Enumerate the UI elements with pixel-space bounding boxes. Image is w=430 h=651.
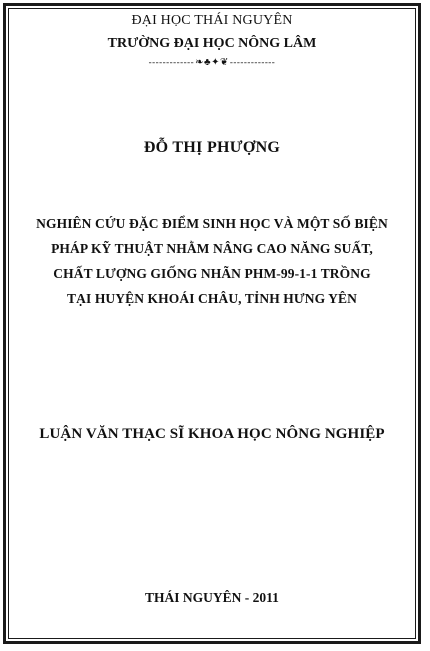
university-name: ĐẠI HỌC THÁI NGUYÊN	[131, 13, 293, 28]
school-name: TRƯỜNG ĐẠI HỌC NÔNG LÂM	[107, 36, 317, 51]
ornament-icon: ❧♣✦❦	[195, 57, 229, 68]
thesis-type: LUẬN VĂN THẠC SĨ KHOA HỌC NÔNG NGHIỆP	[39, 426, 385, 442]
thesis-title-line-2: PHÁP KỸ THUẬT NHẰM NÂNG CAO NĂNG SUẤT,	[51, 241, 373, 256]
place-and-year: THÁI NGUYÊN - 2011	[145, 590, 279, 605]
thesis-title-line-4: TẠI HUYỆN KHOÁI CHÂU, TỈNH HƯNG YÊN	[67, 291, 357, 306]
divider-left-dashes: -------------	[148, 57, 195, 67]
thesis-title-line-1: NGHIÊN CỨU ĐẶC ĐIỂM SINH HỌC VÀ MỘT SỐ BIỆN	[36, 216, 388, 231]
thesis-title-line-3: CHẤT LƯỢNG GIỐNG NHÃN PHM-99-1-1 TRỒNG	[53, 266, 371, 281]
divider-right-dashes: -------------	[229, 57, 276, 67]
author-name: ĐỖ THỊ PHƯỢNG	[143, 139, 281, 156]
page-border-inner	[8, 8, 416, 639]
ornamental-divider	[10, 57, 414, 68]
